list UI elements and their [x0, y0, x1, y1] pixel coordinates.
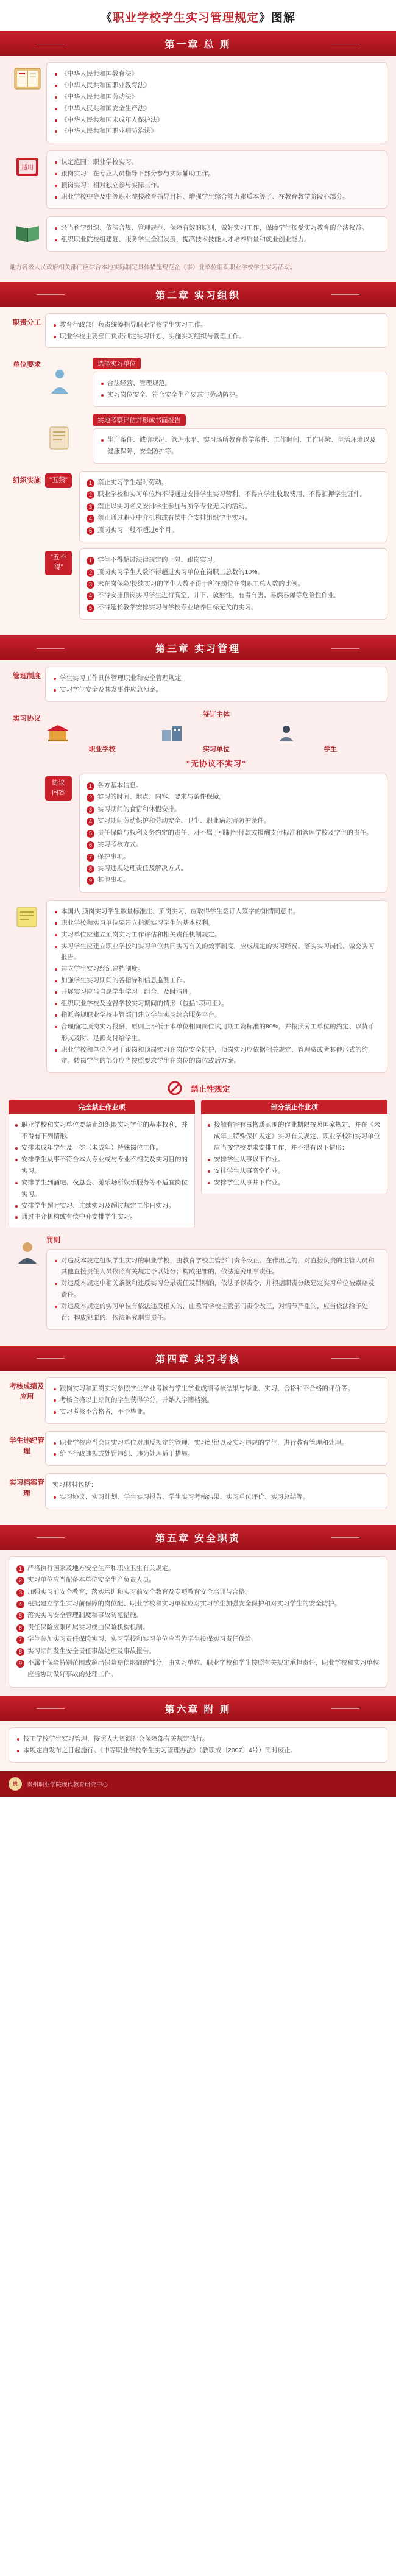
management-requirements-card [46, 900, 387, 1073]
list-item: 《中华人民共和国职业教育法》 [54, 80, 380, 91]
chapter-1-note: 地方各级人民政府相关部门应综合本地实际制定具体措施规范企（事）业单位组织职业学校学生实习活动。 [10, 264, 296, 271]
assessment-card [45, 1377, 387, 1424]
list-item: 实习岗位安全、符合安全生产要求与劳动防护。 [100, 389, 380, 401]
implementation-label: 组织实施 [13, 477, 41, 485]
list-item: 接触有害有毒物质范围的作业期限按照国家规定，并在《未成年工特殊保护规定》实习有关规定、职业学校和实习单位应当按学校要求安排工作，并不得有以下情形： [207, 1119, 382, 1154]
no-agreement-slogan: "无协议不实习" [186, 759, 247, 769]
list-item: 《中华人民共和国未成年人保护法》 [54, 115, 380, 126]
list-item: 实习期间的食宿和休假安排。 [87, 804, 380, 815]
list-item: 《中华人民共和国安全生产法》 [54, 103, 380, 115]
signers-title: 签订主体 [203, 711, 230, 719]
discipline-label: 学生违纪管理 [9, 1437, 44, 1455]
five-not-card [79, 548, 387, 620]
list-item: 学生实习工作具体管理职业和安全管理规定。 [52, 673, 380, 684]
signer-label: 职业学校 [88, 746, 116, 754]
safety-card [9, 1556, 387, 1688]
notebook-icon [9, 900, 46, 930]
list-item: 安排学生从事不符合本人专业或与专业不相关及实习目的的实习。 [14, 1154, 189, 1177]
evaluate-list [100, 434, 380, 458]
list-item: 责任保险应限所属实习或由保险机构机制。 [16, 1622, 380, 1633]
five-no-card [79, 471, 387, 542]
page-title [0, 0, 396, 31]
signer-unit [160, 724, 272, 754]
list-item: 安排学生从事以下作业。 [207, 1154, 382, 1166]
prohibition-partial-col [201, 1100, 387, 1228]
list-item: 安排学生到酒吧、夜总会、游乐场所娱乐服务等不适宜岗位实习。 [14, 1177, 189, 1200]
archive-intro: 实习材料包括： [52, 1481, 97, 1489]
list-item: 组织职业学校及监督学校实习期间的情形（包括1项可正）。 [54, 998, 380, 1010]
list-item: 技工学校学生实习管理，按照人力资源社会保障部有关规定执行。 [16, 1733, 380, 1745]
list-item: 经当科学组织、依法合规、管理规范、保障有效的原则，做好实习工作，保障学生接受实习教育的合法权益。 [54, 222, 380, 234]
list-item: 各方基本信息。 [87, 780, 380, 791]
list-item: 职业学校和单位应对于跟岗和顶岗实习在岗位安全防护，顶岗实习应依据相关规定、管理费或者其他形式的约定。转岗学生的部分应当按照要求学生在岗位的岗位或后方案。 [54, 1044, 380, 1067]
title-pre: 《 [100, 12, 113, 24]
discipline-card [45, 1431, 387, 1467]
list-item: 实习学生安全及其发事件应急预案。 [52, 684, 380, 696]
list-item: 安排未成年学生及一类（未成年）特殊岗位工作。 [14, 1142, 189, 1154]
stamp-icon [9, 150, 46, 180]
archive-label: 实习档案管理 [9, 1479, 44, 1498]
list-item: 通过中介机构或有偿中介安排学生实习。 [14, 1211, 189, 1223]
supplementary-list [16, 1733, 380, 1757]
list-item: 本规定自发布之日起施行。《中等职业学校学生实习管理办法》（教职成〔2007〕4号）同时废止。 [16, 1745, 380, 1757]
laws-row [9, 62, 387, 143]
chapter-4-body [0, 1371, 396, 1525]
list-item: 责任保险与权利义务约定的责任，对不属于强制性付款或报酬支付标准和管理学校及学生的责任。 [87, 827, 380, 839]
list-item: 《中华人民共和国劳动法》 [54, 91, 380, 103]
list-item: 其他事项。 [87, 874, 380, 886]
school-icon [46, 724, 70, 742]
prohibition-full-head: 完全禁止作业项 [9, 1100, 195, 1114]
prohibition-icon [166, 1080, 184, 1096]
prohibition-full-list [14, 1119, 189, 1223]
list-item: 根据建立学生实习前保障的岗位配、职业学校和实习单位应对实习学生加强安全保护和对实习学生的安全防护。 [16, 1598, 380, 1610]
duty-card [45, 313, 387, 349]
rules-list [52, 673, 380, 696]
list-item: 《中华人民共和国职业病防治法》 [54, 126, 380, 137]
agreement-content-tag: 协议内容 [45, 776, 72, 801]
footer-text: 贵州职业学院现代教育研究中心 [27, 1781, 108, 1788]
list-item: 本国认 顶岗实习学生数量标准注、顶岗实习、应取得学生签订人签字的知情同意书。 [54, 906, 380, 918]
prohibition-partial-head: 部分禁止作业项 [201, 1100, 387, 1114]
unit-label: 单位要求 [13, 361, 41, 369]
list-item: 跟岗实习和顶岗实习参照学生学业考核与学生学业成绩考核结果与毕业、实习、合格和不合格的评价等。 [52, 1383, 380, 1395]
list-item: 未在岗保险/接续实习的学生人数不得于所在岗位在岗职工总人数的比例。 [87, 578, 380, 590]
list-item: 不得延长教学安排实习与学校专业培养目标无关的实习。 [87, 602, 380, 614]
evaluate-card [93, 428, 387, 464]
list-item: 认定范围：职业学校实习。 [54, 157, 380, 168]
list-item: 实习期间劳动保护和劳动安全、卫生、职业病危害防护条件。 [87, 815, 380, 827]
implementation-row [9, 471, 387, 620]
assessment-list [52, 1383, 380, 1418]
chapter-2-banner: 第二章 实习组织 [0, 282, 396, 307]
list-item: 考核合格以上期间的学生获得学分，并纳入学籍档案。 [52, 1395, 380, 1406]
discipline-list [52, 1437, 380, 1460]
title-main: 职业学校学生实习管理规定 [112, 12, 259, 24]
open-book-icon [9, 216, 46, 246]
list-item: 生产条件、诚信状况、管理水平、实习场所教育教学条件、工作时间、工作环境、生活环境以及健康保障、安全防护等。 [100, 434, 380, 458]
chapter-6-banner: 第六章 附 则 [0, 1696, 396, 1721]
duty-row [9, 313, 387, 349]
chapter-4-banner: 第四章 实习考核 [0, 1346, 396, 1371]
list-item: 禁止以实习名义安排学生参加与所学专业无关的活动。 [87, 501, 380, 512]
list-item: 落实实习安全管理制度和事故防范措施。 [16, 1610, 380, 1621]
list-item: 给予行政违规或处罚违纪、违为处理适于措施。 [52, 1448, 380, 1460]
list-item: 对违反本规定中相关条款和违反实习分录责任及罚则的，依法予以责令，并根据职责分级建定实习单位被索赔及责任。 [54, 1278, 380, 1301]
list-item: 严格执行国家及地方安全生产和职业卫生有关规定。 [16, 1563, 380, 1574]
unit-row [9, 355, 387, 464]
svg-text:适用: 适用 [21, 165, 34, 172]
safety-list [16, 1563, 380, 1681]
penalty-card [46, 1249, 387, 1330]
list-item: 不属于保险特别范围或超出保险赔偿限额的部分，由实习单位、职业学校和学生按照有关规定承担责任，职业学校和实习单位应当协助做好事故的处理工作。 [16, 1657, 380, 1681]
list-item: 职业学校和实习单位要禁止组织限实习学生的基本权利，并不得有下列情形。 [14, 1119, 189, 1142]
chapter-5-banner: 第五章 安全职责 [0, 1525, 396, 1550]
archive-list [52, 1491, 380, 1503]
judge-icon [9, 1236, 46, 1266]
list-item: 《中华人民共和国教育法》 [54, 68, 380, 80]
duty-label: 职责分工 [13, 319, 41, 327]
signer-school [46, 724, 158, 754]
list-item: 实习单位应建立顶岗实习工作评估和相关责任机制规定。 [54, 929, 380, 941]
list-item: 学生参加实习责任保险实习、实习学校和实习单位应当为学生投保实习责任保险。 [16, 1633, 380, 1645]
purpose-row [9, 216, 387, 252]
chapter-3-banner: 第三章 实习管理 [0, 635, 396, 660]
scope-row [9, 150, 387, 209]
list-item: 安排学生超时实习、连续实习及超过规定工作日实习。 [14, 1200, 189, 1212]
book-icon [9, 62, 46, 91]
prohibition-partial-list [207, 1119, 382, 1188]
rules-card [45, 667, 387, 702]
list-item: 职业学校和实习单位要建立指派实习学生的基本权利。 [54, 918, 380, 929]
list-item: 职业学校和实习单位均不得通过安排学生实习营利，不得向学生收取费用、不得扣押学生证件。 [87, 489, 380, 500]
factory-icon [160, 724, 184, 742]
supplementary-card [9, 1727, 387, 1763]
agreement-content-list [87, 780, 380, 886]
agreement-row [9, 709, 387, 893]
laws-card [46, 62, 387, 143]
prohibition-columns [9, 1100, 387, 1228]
list-item: 对违反本规定的实习单位有依法违反相关的，由教育学校主管部门责令改正，对情节严重的，应当依法给予处罚；构成犯罪的，依法追究刑事责任。 [54, 1301, 380, 1324]
list-item: 实习的时间、地点、内容、要求与条件保障。 [87, 791, 380, 803]
select-unit-tag: 选择实习单位 [93, 358, 141, 369]
signer-student [274, 724, 387, 754]
chapter-6-body [0, 1721, 396, 1771]
list-item: 职业学校中等及中等职业院校教育指导目标、增强学生综合能力素质本等了、在教育教学阶段心部分。 [54, 191, 380, 203]
list-item: 实习违规处理责任及解决方式。 [87, 863, 380, 874]
list-item: 职业学校主要部门负责制定实习计划、实施实习组织与管理工作。 [52, 331, 380, 342]
list-item: 合理确定顶岗实习报酬，原则上不低于本单位相同岗位试用期工资标准的80%，并按照劳工单位的约定、以货币形式及时、足额支付给学生。 [54, 1021, 380, 1044]
list-item: 职业学校应当会同实习单位对违反规定的管理、实习纪律以及实习违规的学生，进行教育管理和处理。 [52, 1437, 380, 1449]
list-item: 实习期间发生安全责任事故处理及事故报告。 [16, 1646, 380, 1657]
list-item: 禁止通过职业中介机构或有偿中介安排组织学生实习。 [87, 512, 380, 524]
signers-row [45, 724, 387, 754]
chapter-2-body [0, 307, 396, 636]
list-item: 顶岗实习：相对独立参与实际工作。 [54, 180, 380, 191]
scroll-icon [45, 425, 74, 451]
list-item: 跟岗实习：在专业人员指导下部分参与实际辅助工作。 [54, 168, 380, 180]
assessment-row [9, 1377, 387, 1424]
signer-label: 学生 [324, 746, 338, 754]
management-requirements-row [9, 900, 387, 1073]
archive-row [9, 1473, 387, 1509]
list-item: 对违反本规定组织学生实习的职业学校，由教育学校主管部门责令改正、在作出之的，对直接负责的主管人员和其他直接责任人员依照有关规定予以处分；构成犯罪的，依法追究刑事责任。 [54, 1255, 380, 1278]
five-not-tag: "五不得" [45, 551, 72, 575]
chapter-3-body [0, 660, 396, 1346]
assessment-label: 考核成绩及应用 [9, 1382, 44, 1401]
chapter-1-banner: 第一章 总 则 [0, 31, 396, 56]
prohibition-title: 禁止性规定 [190, 1084, 230, 1094]
list-item: 安排学生从事井下作业。 [207, 1177, 382, 1189]
list-item: 安排学生从事高空作业。 [207, 1166, 382, 1177]
rules-row [9, 667, 387, 702]
evaluate-tag: 实地考察评估并形成书面报告 [93, 414, 186, 426]
five-no-list [87, 477, 380, 536]
management-requirements-list [54, 906, 380, 1067]
list-item: 不得安排顶岗实习学生进行高空、井下、放射性、有毒有害、易燃易爆等危险性作业。 [87, 590, 380, 601]
list-item: 建立学生实习经纪建档制度。 [54, 963, 380, 975]
discipline-row [9, 1431, 387, 1467]
list-item: 保护事项。 [87, 851, 380, 863]
footer-logo-icon: 贵 [9, 1777, 22, 1791]
person-icon [45, 367, 74, 396]
list-item: 指派各规职业学校主管部门建立学生实习综合服务平台。 [54, 1010, 380, 1021]
laws-list [54, 68, 380, 137]
list-item: 加强学生实习期间的各指导和信息监测工作。 [54, 975, 380, 986]
signer-label: 实习单位 [202, 746, 230, 754]
scope-card [46, 150, 387, 209]
purpose-card [46, 216, 387, 252]
list-item: 加强实习前安全教育，落实培训和实习前安全教育及专项教育安全培训与合格。 [16, 1587, 380, 1598]
list-item: 实习考核方式。 [87, 839, 380, 851]
rules-label: 管理制度 [13, 673, 41, 681]
agreement-label: 实习协议 [13, 715, 41, 723]
select-unit-list [100, 378, 380, 401]
title-post: 》 [259, 12, 272, 24]
list-item: 实习协议、实习计划、学生实习报告、学生实习考核结果、实习单位评价、实习总结等。 [52, 1491, 380, 1503]
list-item: 顶岗实习一般不超过6个月。 [87, 525, 380, 536]
penalty-row [9, 1236, 387, 1330]
five-not-list [87, 554, 380, 614]
list-item: 顶岗实习学生人数不得超过实习单位在岗职工总数的10%。 [87, 567, 380, 578]
list-item: 教育行政部门负责统筹指导职业学校学生实习工作。 [52, 319, 380, 331]
penalty-label: 罚则 [46, 1237, 60, 1245]
chapter-5-body [0, 1550, 396, 1696]
list-item: 实习考核不合格者，不予毕业。 [52, 1406, 380, 1418]
list-item: 开展实习应当自愿学生学习一组合、及时清理。 [54, 986, 380, 998]
chapter-1-body [0, 56, 396, 282]
archive-card [45, 1473, 387, 1509]
five-no-tag: "五禁" [45, 473, 72, 488]
title-suffix: 图解 [271, 12, 296, 24]
list-item: 实习单位应当配备本单位安全生产负责人员。 [16, 1574, 380, 1586]
list-item: 学生不得超过法律规定的上限、跟岗实习。 [87, 554, 380, 566]
prohibition-full-col [9, 1100, 195, 1228]
duty-list [52, 319, 380, 342]
scope-list [54, 157, 380, 203]
list-item: 合法经营、管理规范。 [100, 378, 380, 389]
agreement-content-card [79, 774, 387, 893]
footer [0, 1771, 396, 1797]
student-icon [274, 724, 299, 742]
list-item: 禁止实习学生超时劳动。 [87, 477, 380, 489]
select-unit-card [93, 372, 387, 407]
list-item: 组织职业院校组建复、服务学生全程发展，提高技术技能人才培养质量和就业创业能力。 [54, 234, 380, 246]
penalty-list [54, 1255, 380, 1324]
list-item: 实习学生应建立职业学校和实习单位共同实习有关的效率制度，应成规定的实习经费、落实实习岗位、做交实习报告。 [54, 941, 380, 964]
purpose-list [54, 222, 380, 246]
prohibition-block [9, 1080, 387, 1228]
